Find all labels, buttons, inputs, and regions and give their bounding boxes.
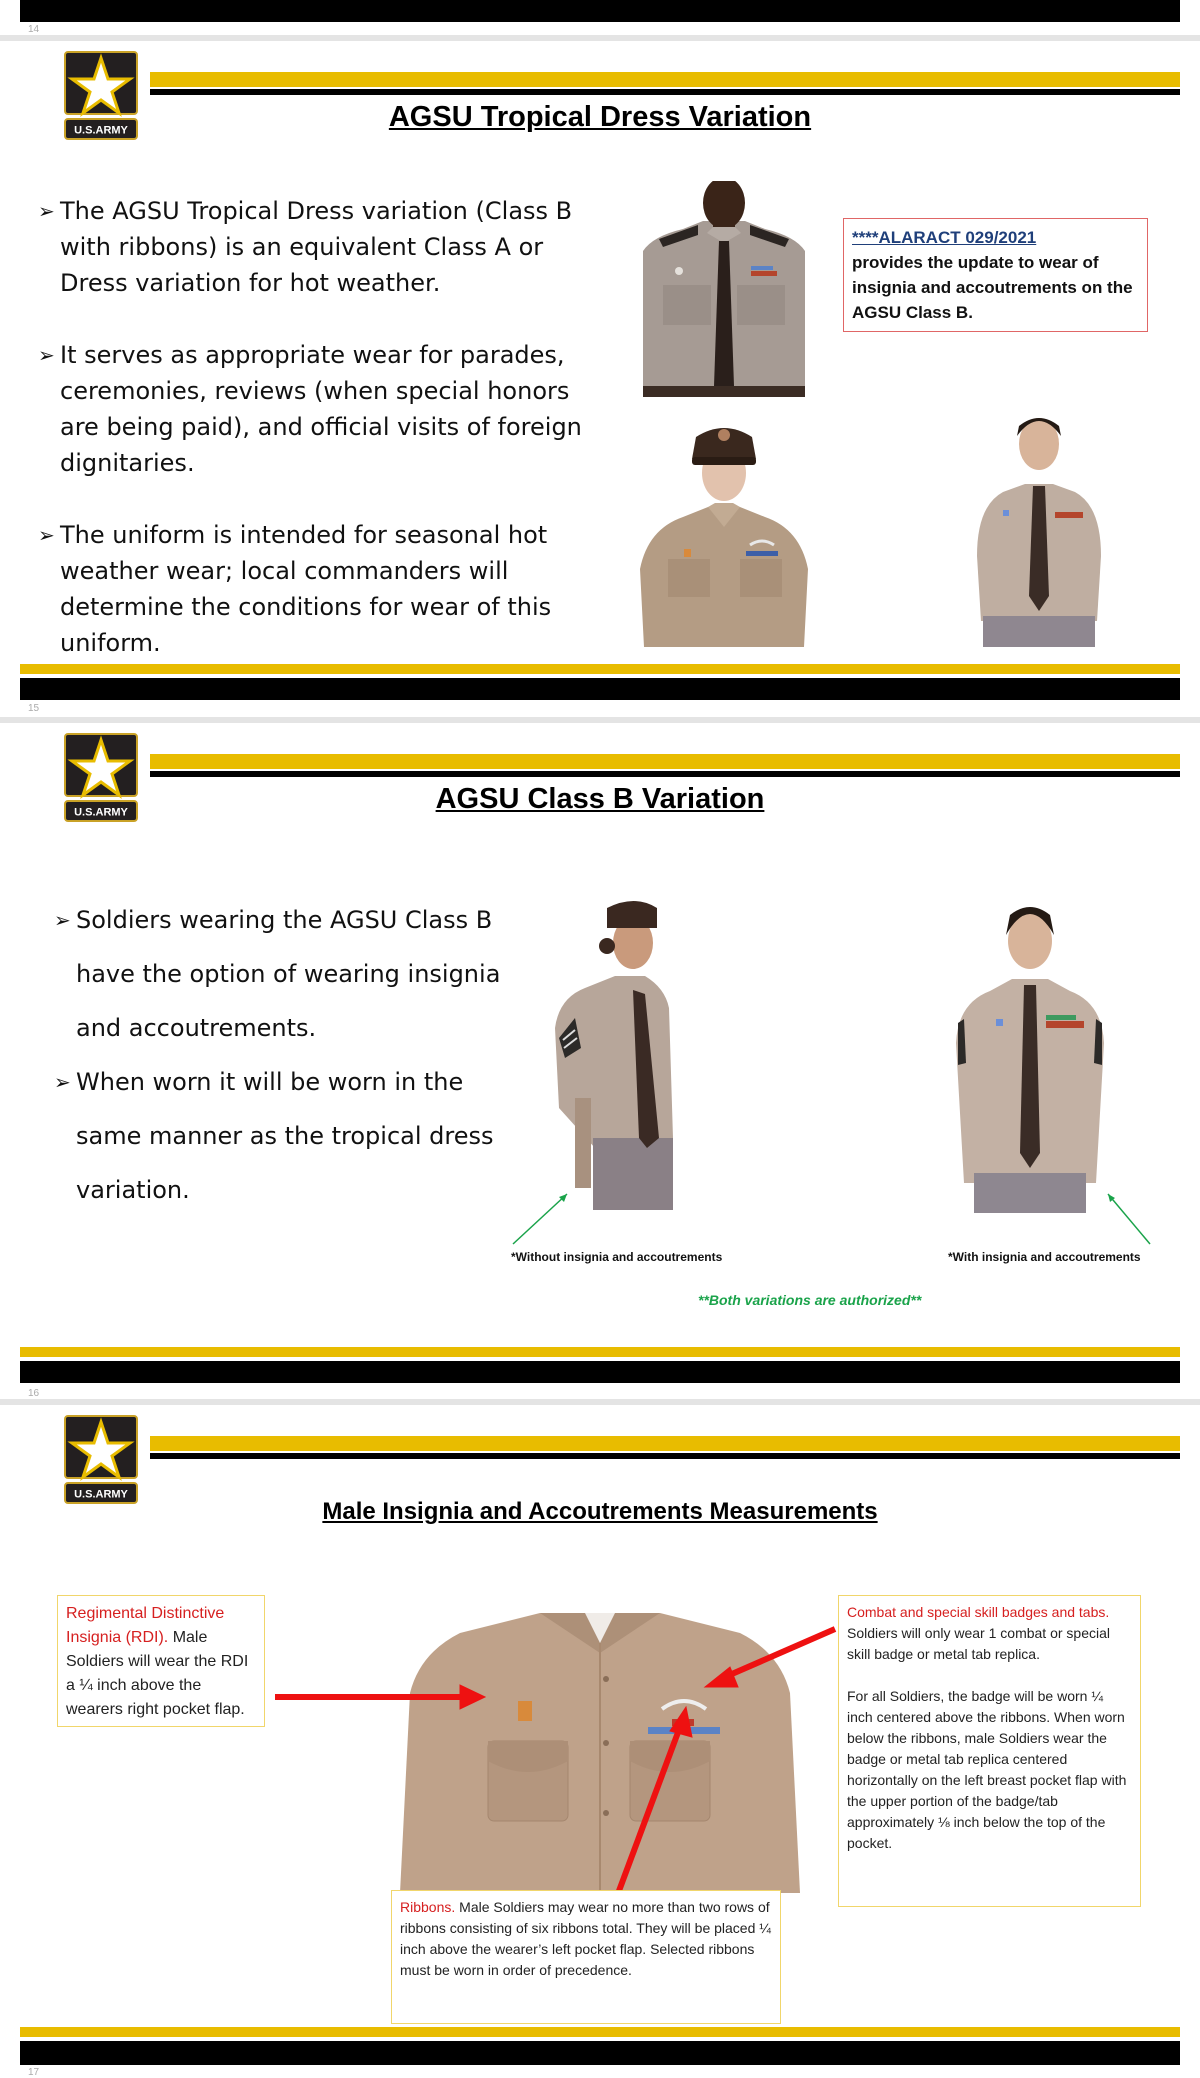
photo-female-short-sleeve bbox=[973, 406, 1105, 647]
svg-text:U.S.ARMY: U.S.ARMY bbox=[74, 806, 128, 819]
footer-gold-bar bbox=[20, 664, 1180, 674]
bullet-item: ➢ It serves as appropriate wear for parades, ceremonies, reviews (when special honors are being paid), and official visits of foreign dignitaries. bbox=[38, 337, 593, 481]
header-gold-bar bbox=[150, 754, 1180, 769]
footer-black-bar bbox=[20, 2041, 1180, 2065]
page-number: 16 bbox=[28, 1388, 40, 1399]
alaract-link[interactable]: ****ALARACT 029/2021 bbox=[852, 228, 1037, 247]
footer-black-bar bbox=[20, 678, 1180, 700]
arrow-bullet-icon: ➢ bbox=[38, 199, 55, 223]
badges-heading: Combat and special skill badges and tabs. bbox=[847, 1604, 1110, 1620]
footer-gold-bar bbox=[20, 1347, 1180, 1357]
page-number: 17 bbox=[28, 2067, 40, 2078]
army-logo bbox=[64, 1415, 138, 1505]
green-arrow-right bbox=[1100, 1188, 1160, 1248]
photo-male-long-sleeve bbox=[643, 181, 805, 397]
badges-callout: Combat and special skill badges and tabs. Soldiers will only wear 1 combat or special skill badge or metal tab replica. For all Soldiers, the badge will be worn ¼ inch centered above the ribbons. When worn below the ribbons, male Soldiers wear the badge or metal tab replica centered horizontally on the left breast pocket flap with the upper portion of the badge/tab approximately ⅛ inch below the top of the pocket. bbox=[838, 1595, 1141, 1907]
header-gold-bar bbox=[150, 72, 1180, 87]
arrow-bullet-icon: ➢ bbox=[38, 343, 55, 367]
rdi-heading: Regimental Distinctive Insignia (RDI). bbox=[66, 1605, 225, 1646]
ribbons-heading: Ribbons. bbox=[400, 1899, 456, 1915]
arrow-badge bbox=[705, 1629, 835, 1687]
arrow-bullet-icon: ➢ bbox=[54, 908, 71, 932]
header-black-bar bbox=[150, 1453, 1180, 1459]
svg-text:U.S.ARMY: U.S.ARMY bbox=[74, 1488, 128, 1501]
authorized-note: **Both variations are authorized** bbox=[698, 1292, 922, 1308]
header-black-bar bbox=[150, 89, 1180, 95]
caption-with-insignia: *With insignia and accoutrements bbox=[948, 1250, 1141, 1264]
slide-15 bbox=[0, 723, 1200, 1399]
header-black-bar bbox=[150, 771, 1180, 777]
arrow-ribbons bbox=[610, 1707, 692, 1915]
slide-16 bbox=[0, 1405, 1200, 2076]
bullet-list bbox=[38, 193, 593, 661]
slide-title: AGSU Class B Variation bbox=[435, 783, 765, 815]
header-gold-bar bbox=[150, 1436, 1180, 1451]
bullet-list bbox=[54, 893, 514, 1217]
bullet-item: ➢ The AGSU Tropical Dress variation (Class B with ribbons) is an equivalent Class A or Dress variation for hot weather. bbox=[38, 193, 593, 301]
rdi-callout: Regimental Distinctive Insignia (RDI). Male Soldiers will wear the RDI a ¼ inch above the wearers right pocket flap. bbox=[57, 1595, 265, 1727]
caption-without-insignia: *Without insignia and accoutrements bbox=[511, 1250, 723, 1264]
alaract-callout: ****ALARACT 029/2021 provides the update to wear of insignia and accoutrements on the AGSU Class B. bbox=[843, 218, 1148, 332]
arrow-bullet-icon: ➢ bbox=[54, 1070, 71, 1094]
page-number: 15 bbox=[28, 703, 40, 714]
slide-14 bbox=[0, 41, 1200, 714]
bullet-item: ➢ Soldiers wearing the AGSU Class B have the option of wearing insignia and accoutrements. bbox=[54, 893, 514, 1055]
slide-title: AGSU Tropical Dress Variation bbox=[388, 101, 812, 133]
page-number: 14 bbox=[28, 24, 40, 35]
green-arrow-left bbox=[505, 1188, 575, 1248]
slide-title: Male Insignia and Accoutrements Measurements bbox=[322, 1498, 878, 1525]
photo-male-short-sleeve bbox=[638, 419, 810, 647]
photo-female-with-insignia bbox=[950, 893, 1110, 1213]
footer-gold-bar bbox=[20, 2027, 1180, 2037]
photo-female-without-insignia bbox=[555, 898, 685, 1210]
slide-footer-bar bbox=[20, 0, 1180, 22]
bullet-item: ➢ The uniform is intended for seasonal hot weather wear; local commanders will determine the conditions for wear of this uniform. bbox=[38, 517, 593, 661]
arrow-rdi bbox=[275, 1685, 485, 1709]
svg-text:U.S.ARMY: U.S.ARMY bbox=[74, 124, 128, 137]
footer-black-bar bbox=[20, 1361, 1180, 1383]
ribbons-callout: Ribbons. Male Soldiers may wear no more than two rows of ribbons consisting of six ribbons total. They will be placed ¼ inch above the wearer’s left pocket flap. Selected ribbons must be worn in order of precedence. bbox=[391, 1890, 781, 2024]
bullet-item: ➢ When worn it will be worn in the same manner as the tropical dress variation. bbox=[54, 1055, 514, 1217]
arrow-bullet-icon: ➢ bbox=[38, 523, 55, 547]
